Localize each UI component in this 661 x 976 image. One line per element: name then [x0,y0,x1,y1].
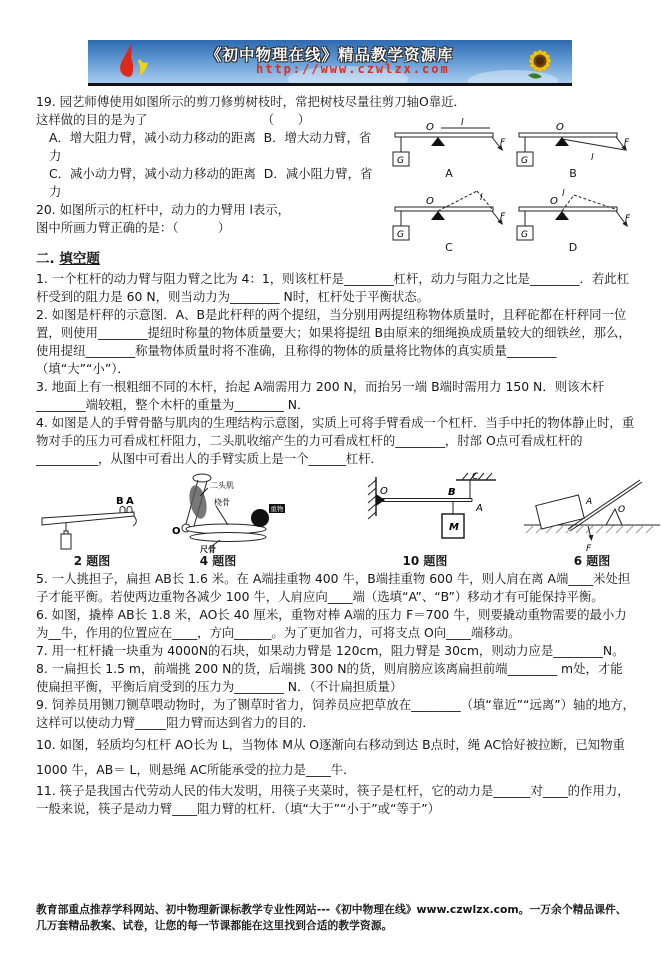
arm-label: l [562,189,565,199]
weight-label: G [521,230,528,240]
figure-crowbar [522,472,661,568]
figure-arm [148,472,288,568]
weight-label: G [397,156,404,166]
weight-label: G [521,156,528,166]
fill-question-9: 9. 饲养员用铡刀铡草喂动物时，为了铡草时省力，饲养员应把草放在________（填“靠近”“远离”）轴的地方，这样可以使动力臂_____阻力臂而达到省力的目的． [36,697,636,730]
lever-option-label-c: C [445,241,453,254]
question-19-options-ab: A．增大阻力臂，减小动力移动的距离 B．增大动力臂，省力 [49,130,372,163]
force-label: F [500,138,506,148]
fulcrum-label: O [426,196,434,207]
fulcrum-label: O [556,122,564,133]
figure-caption: 2 题图 [73,554,111,568]
figure-steelyard [36,482,148,568]
crowbar-drawing [522,472,661,554]
question-19-line1: 19. 园艺师傅使用如图所示的剪刀修剪树枝时，常把树枝尽量往剪刀轴O靠近． [36,94,466,109]
fill-question-3: 3. 地面上有一根粗细不同的木杆，抬起 A端需用力 200 N，而抬另一端 B端时需用力 150 N．则该木杆________端较粗，整个木杆的重量为________ N． [36,379,605,412]
sunflower-icon [516,41,560,83]
arm-label-weight: 重物 [270,505,284,513]
lever-diagram-a [387,112,511,186]
question-19-line2: 这样做的目的是为了 （ ） [36,112,311,127]
steelyard-label-a: A [126,496,134,507]
figure-beam-rope [350,470,500,568]
fill-question-8: 8. 一扁担长 1.5 m，前端挑 200 N的货，后端挑 300 N的货，则肩膀应该离扁担前端________ m处，才能使扁担平衡，平衡后肩受到的压力为________ N．（不计扁担质量） [36,661,623,694]
fill-question-11: 11. 筷子是我国古代劳动人民的伟大发明，用筷子夹菜时，筷子是杠杆，它的动力是______对____的作用力，一般来说，筷子是动力臂____阻力臂的杠杆．（填“大于”“小于”或“等于”） [36,783,630,816]
lever-diagram-d-drawing [511,186,635,244]
arm-label-radius: 桡骨 [214,498,230,507]
arm-label: l [591,153,594,163]
fill-question-6: 6. 如图，撬棒 AB长 1.8 米，AO长 40 厘米，重物对棒 A端的压力 F＝700 牛，则要撬动重物需要的最小力为__牛，作用的位置应在____，方向______。为了更加省力，可将支点 O向____端移动。 [36,607,627,640]
fill-question-10: 10. 如图，轻质均匀杠杆 AO长为 L，当物体 M从 O逐渐向右移动到达 B点时，绳 AC恰好被拉断，已知物重 1000 牛，AB＝ L，则悬绳 AC所能承受的拉力是____牛． [36,737,629,777]
site-footer-text: 教育部重点推荐学科网站、初中物理新课标教学专业性网站---《初中物理在线》www.czwlzx.com。一万余个精品课件、几万套精品教案、试卷，让您的每一节课都能在这里找到合适的教学资源。 [36,903,627,932]
beam-rope-drawing [350,470,500,554]
beam-label-c: C [472,472,479,482]
crowbar-label-a: A [586,497,593,507]
fulcrum-label: O [426,122,434,133]
force-label: F [625,214,631,224]
lever-diagram-d [511,186,635,260]
force-label: F [500,212,506,222]
figure-caption: 6 题图 [573,554,611,568]
question-20-line1: 20. 如图所示的杠杆中，动力的力臂用 l表示， [36,202,291,217]
crowbar-label-f: F [586,544,592,554]
lever-diagram-b [511,112,635,186]
beam-label-o: O [380,486,388,497]
site-logo-icon [116,41,156,83]
lever-option-label-b: B [569,167,577,180]
fill-question-7: 7. 用一杠杆撬一块重为 4000N的石块，如果动力臂是 120cm，阻力臂是 30cm，则动力应是________N。 [36,643,625,658]
beam-label-b: B [448,487,456,498]
arm-label-ulna: 尺骨 [200,545,216,554]
banner-title: 《初中物理在线》精品教学资源库 [206,46,454,64]
crowbar-label-o: O [618,505,626,515]
fill-question-1: 1. 一个杠杆的动力臂与阻力臂之比为 4：1，则该杠杆是________杠杆，动力与阻力之比是________．若此杠杆受到的阻力是 60 N，则当动力为________ N时，杠杆处于平衡状态。 [36,271,630,304]
fill-question-4: 4. 如图是人的手臂骨骼与肌肉的生理结构示意图，实质上可将手臂看成一个杠杆．当手中托的物体静止时，重物对手的压力可看成杠杆阻力，二头肌收缩产生的力可看成杠杆的________，肘部 O点可看成杠杆的__________，从图中可看出人的手臂实质上是一个______杠杆． [36,415,635,466]
arm-label-o: O [172,526,181,537]
fill-question-5: 5. 一人挑担子，扁担 AB长 1.6 米。在 A端挂重物 400 牛，B端挂重物 600 牛，则人肩在离 A端____米处担子才能平衡。若使两边重物各减少 100 牛，人肩应向____端（选填“A”、“B”）移动才有可能保持平衡。 [36,571,631,604]
lever-diagram-c [387,186,511,260]
arm-drawing [148,472,288,554]
weight-label: G [397,230,404,240]
worksheet-body [36,93,635,818]
lever-option-figures [387,112,635,260]
section-title-text: 填空题 [59,251,100,267]
banner-url[interactable]: http://www.czwlzx.com [256,62,450,76]
figure-row [36,470,635,568]
arm-label: l [461,118,464,128]
figure-caption: 4 题图 [199,554,237,568]
site-banner [88,40,572,86]
question-20-line2: 图中所画力臂正确的是：（ ） [36,220,231,235]
lever-option-label-d: D [568,241,578,254]
arm-label: l [480,193,483,203]
arm-label-biceps: 二头肌 [210,481,234,490]
lever-diagram-b-drawing [511,112,635,170]
beam-label-a: A [476,503,483,514]
fill-question-2: 2. 如图是杆秤的示意图．A、B是此杆秤的两个提纽，当分别用两提纽称物体质量时，且秤砣都在杆秤同一位置，则使用________提纽时称量的物体质量要大；如果将提纽 B由原来的细绳换成质量较大的细铁丝，那么，使用提纽________称量物体质量时将不准确，且称得的物体的质量将比物体的真实质量________（填“大”“小”）． [36,307,631,376]
beam-label-m: M [449,522,459,533]
force-label: F [624,138,630,148]
steelyard-drawing [36,482,148,554]
question-19-options-cd: C．减小动力臂，减小动力移动的距离 D．减小阻力臂，省力 [49,166,373,199]
figure-caption: 10 题图 [402,554,448,568]
steelyard-label-b: B [116,496,124,507]
fulcrum-label: O [550,196,558,207]
section-number: 二. [36,251,60,267]
lever-option-label-a: A [445,167,453,180]
lever-diagram-a-drawing [387,112,511,170]
lever-diagram-c-drawing [387,186,511,244]
